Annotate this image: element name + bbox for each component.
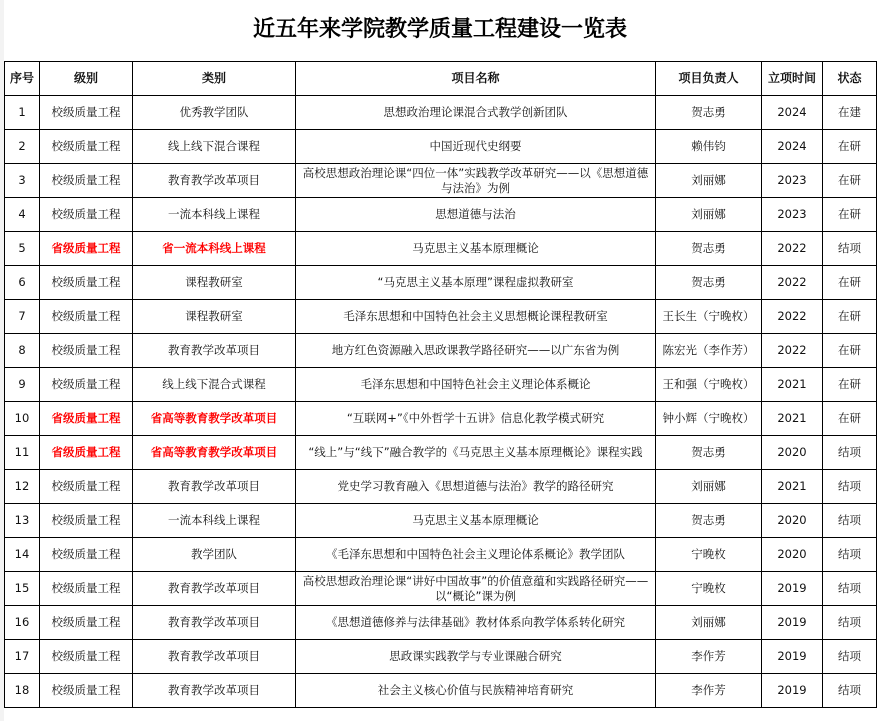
- header-level: 级别: [40, 62, 133, 96]
- header-leader: 项目负责人: [656, 62, 762, 96]
- cell-year[interactable]: 2022: [762, 300, 823, 334]
- cell-year[interactable]: 2019: [762, 640, 823, 674]
- cell-status[interactable]: 在研: [823, 266, 877, 300]
- header-project-name: 项目名称: [296, 62, 656, 96]
- cell-no[interactable]: 3: [5, 164, 40, 198]
- cell-category[interactable]: 教育教学改革项目: [133, 572, 296, 606]
- cell-category[interactable]: 课程教研室: [133, 300, 296, 334]
- cell-year[interactable]: 2024: [762, 130, 823, 164]
- header-status: 状态: [823, 62, 877, 96]
- cell-leader[interactable]: 王和强（宁晚枚）: [656, 368, 762, 402]
- cell-project-name[interactable]: 思想道德与法治: [296, 198, 656, 232]
- cell-leader[interactable]: 宁晚枚: [656, 538, 762, 572]
- cell-no[interactable]: 8: [5, 334, 40, 368]
- cell-leader[interactable]: 陈宏光（李作芳）: [656, 334, 762, 368]
- cell-no[interactable]: 6: [5, 266, 40, 300]
- cell-category[interactable]: 教育教学改革项目: [133, 470, 296, 504]
- cell-leader[interactable]: 贺志勇: [656, 232, 762, 266]
- cell-no[interactable]: 10: [5, 402, 40, 436]
- cell-project-name[interactable]: 高校思想政治理论课“四位一体”实践教学改革研究——以《思想道德与法治》为例: [296, 164, 656, 198]
- cell-no[interactable]: 1: [5, 96, 40, 130]
- header-year: 立项时间: [762, 62, 823, 96]
- cell-leader[interactable]: 王长生（宁晚枚）: [656, 300, 762, 334]
- table-row: [5, 164, 877, 198]
- cell-project-name[interactable]: 马克思主义基本原理概论: [296, 504, 656, 538]
- cell-leader[interactable]: 贺志勇: [656, 96, 762, 130]
- cell-leader[interactable]: 刘丽娜: [656, 470, 762, 504]
- cell-leader[interactable]: 钟小辉（宁晚枚）: [656, 402, 762, 436]
- cell-project-name[interactable]: 地方红色资源融入思政课教学路径研究——以广东省为例: [296, 334, 656, 368]
- table-row: [5, 198, 877, 232]
- cell-year[interactable]: 2021: [762, 402, 823, 436]
- cell-status[interactable]: 结项: [823, 436, 877, 470]
- cell-category[interactable]: 省高等教育教学改革项目: [133, 436, 296, 470]
- cell-project-name[interactable]: 党史学习教育融入《思想道德与法治》教学的路径研究: [296, 470, 656, 504]
- cell-category[interactable]: 省高等教育教学改革项目: [133, 402, 296, 436]
- table-row: [5, 572, 877, 606]
- table-row: [5, 402, 877, 436]
- cell-status[interactable]: 在研: [823, 402, 877, 436]
- cell-status[interactable]: 在研: [823, 130, 877, 164]
- cell-no[interactable]: 2: [5, 130, 40, 164]
- cell-status[interactable]: 结项: [823, 232, 877, 266]
- cell-leader[interactable]: 李作芳: [656, 640, 762, 674]
- header-category: 类别: [133, 62, 296, 96]
- cell-category[interactable]: 教育教学改革项目: [133, 334, 296, 368]
- cell-leader[interactable]: 李作芳: [656, 674, 762, 708]
- table-row: [5, 96, 877, 130]
- cell-year[interactable]: 2022: [762, 334, 823, 368]
- cell-status[interactable]: 结项: [823, 572, 877, 606]
- cell-no[interactable]: 18: [5, 674, 40, 708]
- table-row: [5, 606, 877, 640]
- cell-level[interactable]: 校级质量工程: [40, 368, 133, 402]
- cell-no[interactable]: 5: [5, 232, 40, 266]
- cell-project-name[interactable]: 《思想道德修养与法律基础》教材体系向教学体系转化研究: [296, 606, 656, 640]
- table-row: [5, 368, 877, 402]
- cell-year[interactable]: 2021: [762, 470, 823, 504]
- cell-year[interactable]: 2019: [762, 572, 823, 606]
- cell-status[interactable]: 结项: [823, 606, 877, 640]
- table-row: [5, 504, 877, 538]
- table-row: [5, 300, 877, 334]
- cell-status[interactable]: 结项: [823, 674, 877, 708]
- table-row: [5, 334, 877, 368]
- cell-leader[interactable]: 贺志勇: [656, 436, 762, 470]
- cell-level[interactable]: 省级质量工程: [40, 232, 133, 266]
- cell-level[interactable]: 校级质量工程: [40, 572, 133, 606]
- cell-category[interactable]: 教育教学改革项目: [133, 164, 296, 198]
- cell-category[interactable]: 一流本科线上课程: [133, 504, 296, 538]
- cell-no[interactable]: 16: [5, 606, 40, 640]
- cell-leader[interactable]: 刘丽娜: [656, 198, 762, 232]
- page-title: 近五年来学院教学质量工程建设一览表: [252, 16, 627, 42]
- cell-year[interactable]: 2023: [762, 198, 823, 232]
- cell-leader[interactable]: 刘丽娜: [656, 164, 762, 198]
- header-no: 序号: [5, 62, 40, 96]
- cell-status[interactable]: 在研: [823, 334, 877, 368]
- quality-projects-table: [4, 61, 877, 708]
- table-row: [5, 674, 877, 708]
- cell-year[interactable]: 2024: [762, 96, 823, 130]
- cell-category[interactable]: 教育教学改革项目: [133, 606, 296, 640]
- cell-level[interactable]: 校级质量工程: [40, 96, 133, 130]
- cell-category[interactable]: 课程教研室: [133, 266, 296, 300]
- cell-leader[interactable]: 刘丽娜: [656, 606, 762, 640]
- cell-project-name[interactable]: 毛泽东思想和中国特色社会主义理论体系概论: [296, 368, 656, 402]
- cell-leader[interactable]: 贺志勇: [656, 504, 762, 538]
- cell-year[interactable]: 2021: [762, 368, 823, 402]
- cell-no[interactable]: 13: [5, 504, 40, 538]
- cell-no[interactable]: 14: [5, 538, 40, 572]
- cell-status[interactable]: 在研: [823, 300, 877, 334]
- cell-year[interactable]: 2019: [762, 674, 823, 708]
- cell-status[interactable]: 在研: [823, 368, 877, 402]
- table-row: [5, 266, 877, 300]
- cell-status[interactable]: 结项: [823, 538, 877, 572]
- cell-project-name[interactable]: 马克思主义基本原理概论: [296, 232, 656, 266]
- cell-no[interactable]: 4: [5, 198, 40, 232]
- cell-level[interactable]: 校级质量工程: [40, 640, 133, 674]
- cell-no[interactable]: 11: [5, 436, 40, 470]
- cell-status[interactable]: 在研: [823, 198, 877, 232]
- cell-level[interactable]: 省级质量工程: [40, 436, 133, 470]
- cell-level[interactable]: 校级质量工程: [40, 674, 133, 708]
- cell-leader[interactable]: 赖伟钧: [656, 130, 762, 164]
- cell-level[interactable]: 校级质量工程: [40, 470, 133, 504]
- cell-no[interactable]: 17: [5, 640, 40, 674]
- cell-year[interactable]: 2023: [762, 164, 823, 198]
- table-row: [5, 436, 877, 470]
- cell-level[interactable]: 校级质量工程: [40, 538, 133, 572]
- cell-year[interactable]: 2022: [762, 232, 823, 266]
- cell-no[interactable]: 15: [5, 572, 40, 606]
- cell-year[interactable]: 2020: [762, 504, 823, 538]
- cell-category[interactable]: 线上线下混合式课程: [133, 368, 296, 402]
- cell-category[interactable]: 省一流本科线上课程: [133, 232, 296, 266]
- cell-level[interactable]: 校级质量工程: [40, 266, 133, 300]
- cell-project-name[interactable]: 毛泽东思想和中国特色社会主义思想概论课程教研室: [296, 300, 656, 334]
- cell-status[interactable]: 结项: [823, 504, 877, 538]
- cell-level[interactable]: 校级质量工程: [40, 164, 133, 198]
- cell-category[interactable]: 优秀教学团队: [133, 96, 296, 130]
- cell-project-name[interactable]: 社会主义核心价值与民族精神培育研究: [296, 674, 656, 708]
- cell-project-name[interactable]: 高校思想政治理论课“讲好中国故事”的价值意蕴和实践路径研究——以“概论”课为例: [296, 572, 656, 606]
- table-row: [5, 640, 877, 674]
- cell-leader[interactable]: 宁晚枚: [656, 572, 762, 606]
- cell-level[interactable]: 校级质量工程: [40, 300, 133, 334]
- cell-category[interactable]: 教学团队: [133, 538, 296, 572]
- cell-no[interactable]: 7: [5, 300, 40, 334]
- table-row: [5, 130, 877, 164]
- cell-no[interactable]: 9: [5, 368, 40, 402]
- cell-project-name[interactable]: 《毛泽东思想和中国特色社会主义理论体系概论》教学团队: [296, 538, 656, 572]
- cell-leader[interactable]: 贺志勇: [656, 266, 762, 300]
- cell-status[interactable]: 在建: [823, 96, 877, 130]
- cell-status[interactable]: 在研: [823, 164, 877, 198]
- cell-level[interactable]: 校级质量工程: [40, 504, 133, 538]
- cell-level[interactable]: 校级质量工程: [40, 606, 133, 640]
- cell-status[interactable]: 结项: [823, 640, 877, 674]
- table-row: [5, 470, 877, 504]
- cell-project-name[interactable]: 思想政治理论课混合式教学创新团队: [296, 96, 656, 130]
- cell-level[interactable]: 校级质量工程: [40, 198, 133, 232]
- table-row: [5, 232, 877, 266]
- cell-year[interactable]: 2022: [762, 266, 823, 300]
- cell-project-name[interactable]: 中国近现代史纲要: [296, 130, 656, 164]
- cell-status[interactable]: 结项: [823, 470, 877, 504]
- cell-year[interactable]: 2020: [762, 538, 823, 572]
- cell-category[interactable]: 一流本科线上课程: [133, 198, 296, 232]
- cell-year[interactable]: 2020: [762, 436, 823, 470]
- header-row: [5, 62, 877, 96]
- table-row: [5, 538, 877, 572]
- cell-project-name[interactable]: “互联网+”《中外哲学十五讲》信息化教学模式研究: [296, 402, 656, 436]
- cell-level[interactable]: 校级质量工程: [40, 130, 133, 164]
- cell-year[interactable]: 2019: [762, 606, 823, 640]
- cell-level[interactable]: 省级质量工程: [40, 402, 133, 436]
- cell-level[interactable]: 校级质量工程: [40, 334, 133, 368]
- cell-category[interactable]: 教育教学改革项目: [133, 640, 296, 674]
- cell-no[interactable]: 12: [5, 470, 40, 504]
- cell-category[interactable]: 线上线下混合课程: [133, 130, 296, 164]
- cell-project-name[interactable]: “马克思主义基本原理”课程虚拟教研室: [296, 266, 656, 300]
- cell-project-name[interactable]: 思政课实践教学与专业课融合研究: [296, 640, 656, 674]
- cell-project-name[interactable]: “线上”与“线下”融合教学的《马克思主义基本原理概论》课程实践: [296, 436, 656, 470]
- cell-category[interactable]: 教育教学改革项目: [133, 674, 296, 708]
